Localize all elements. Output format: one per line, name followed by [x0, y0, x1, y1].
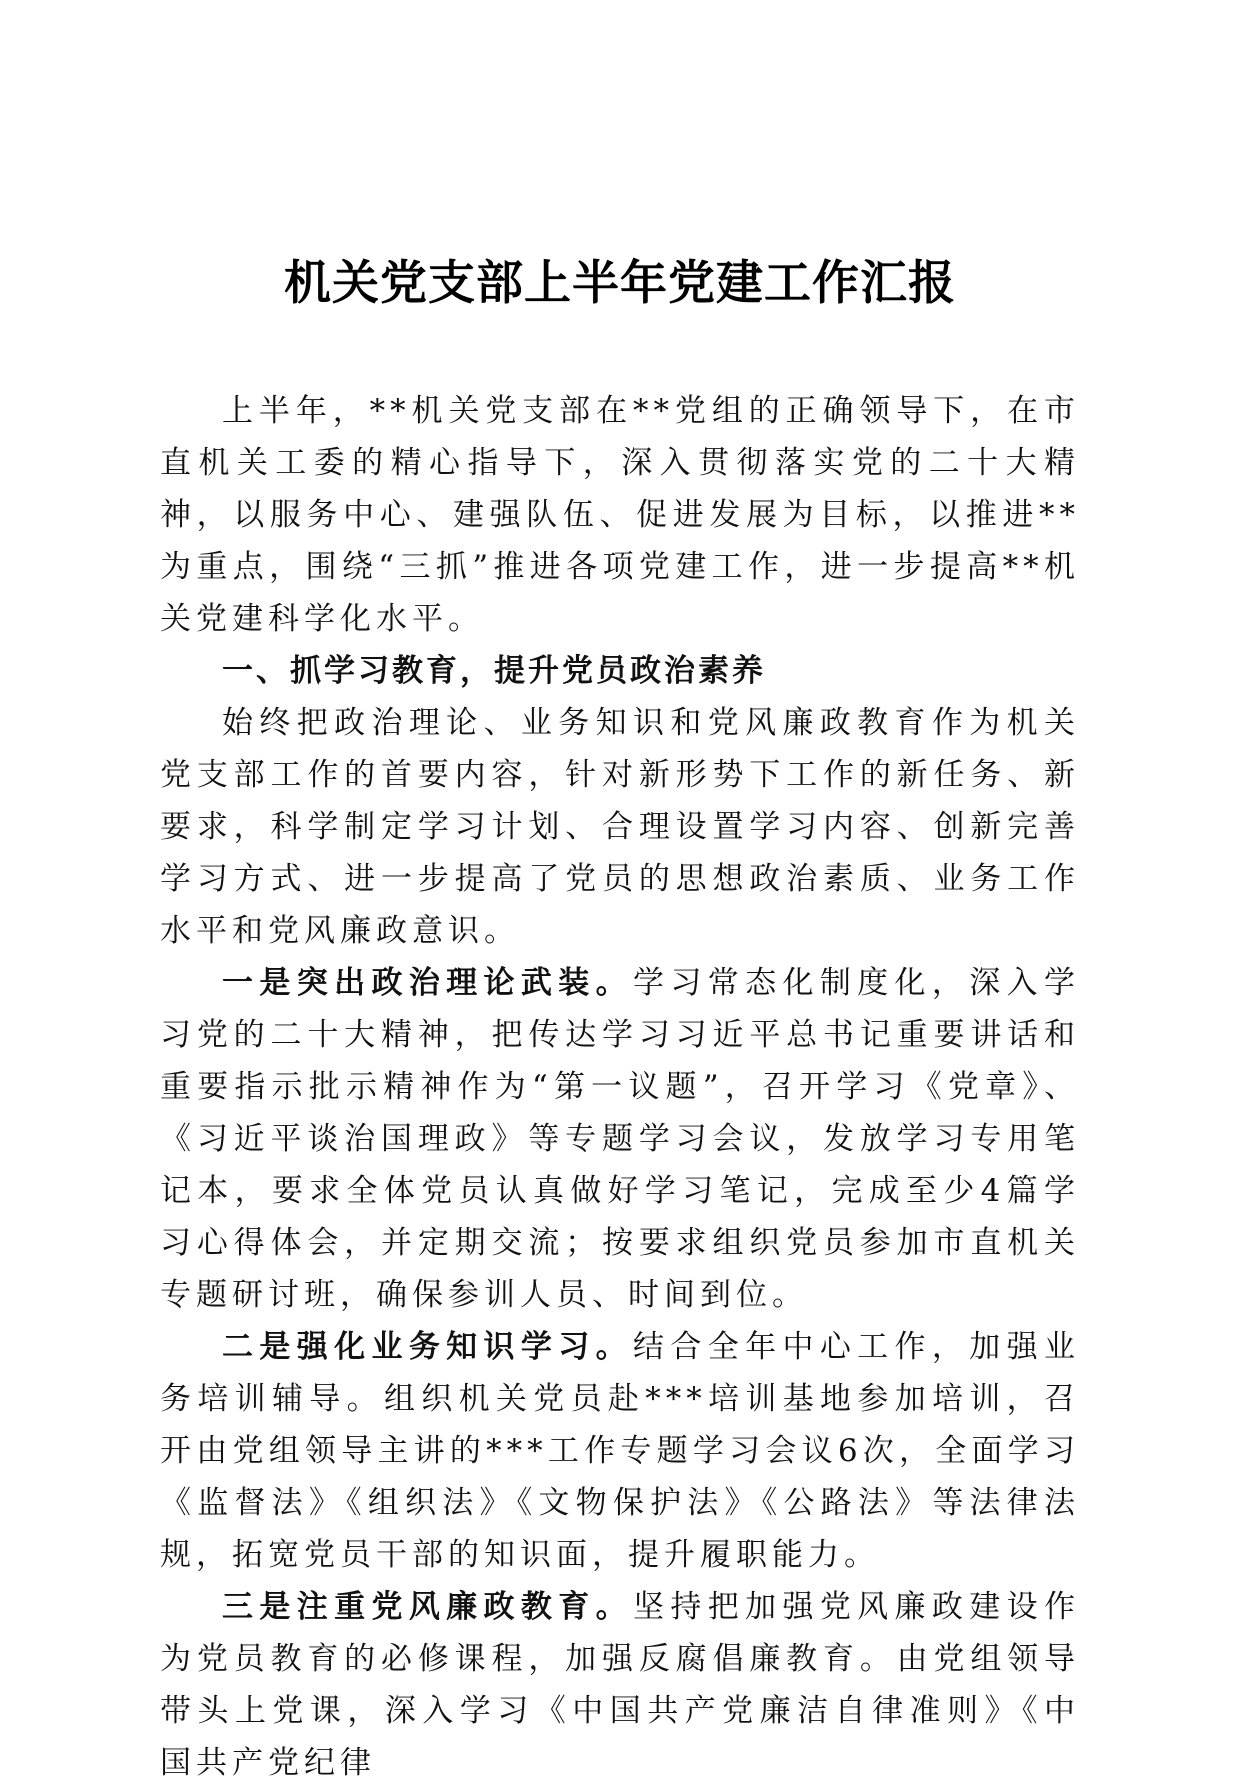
item-paragraph-3 [160, 1581, 1080, 1789]
document-body [160, 385, 1080, 1789]
item-lead: 二是强化业务知识学习。 [222, 1329, 633, 1365]
item-lead: 三是注重党风廉政教育。 [222, 1589, 633, 1625]
document-title: 机关党支部上半年党建工作汇报 [284, 256, 956, 311]
item-lead: 一是突出政治理论武装。 [222, 965, 633, 1001]
intro-paragraph: 上半年，**机关党支部在**党组的正确领导下，在市直机关工委的精心指导下，深入贯彻落实党的二十大精神，以服务中心、建强队伍、促进发展为目标，以推进**为重点，围绕“三抓”推进各项党建工作，进一步提高**机关党建科学化水平。 [160, 393, 1080, 637]
item-text: 学习常态化制度化，深入学习党的二十大精神，把传达学习习近平总书记重要讲话和重要指示批示精神作为“第一议题”，召开学习《党章》、《习近平谈治国理政》等专题学习会议，发放学习专用笔记本，要求全体党员认真做好学习笔记，完成至少4篇学习心得体会，并定期交流；按要求组织党员参加市直机关专题研讨班，确保参训人员、时间到位。 [160, 965, 1080, 1313]
section-intro-paragraph: 始终把政治理论、业务知识和党风廉政教育作为机关党支部工作的首要内容，针对新形势下工作的新任务、新要求，科学制定学习计划、合理设置学习内容、创新完善学习方式、进一步提高了党员的思想政治素质、业务工作水平和党风廉政意识。 [160, 705, 1080, 949]
item-paragraph-2 [160, 1321, 1080, 1581]
section-heading: 一、抓学习教育，提升党员政治素养 [222, 653, 766, 689]
item-text: 结合全年中心工作，加强业务培训辅导。组织机关党员赴***培训基地参加培训，召开由党组领导主讲的***工作专题学习会议6次，全面学习《监督法》《组织法》《文物保护法》《公路法》等法律法规，拓宽党员干部的知识面，提升履职能力。 [160, 1329, 1080, 1573]
item-text: 坚持把加强党风廉政建设作为党员教育的必修课程，加强反腐倡廉教育。由党组领导带头上党课，深入学习《中国共产党廉洁自律准则》《中国共产党纪律 [160, 1589, 1080, 1781]
item-paragraph-1 [160, 957, 1080, 1321]
